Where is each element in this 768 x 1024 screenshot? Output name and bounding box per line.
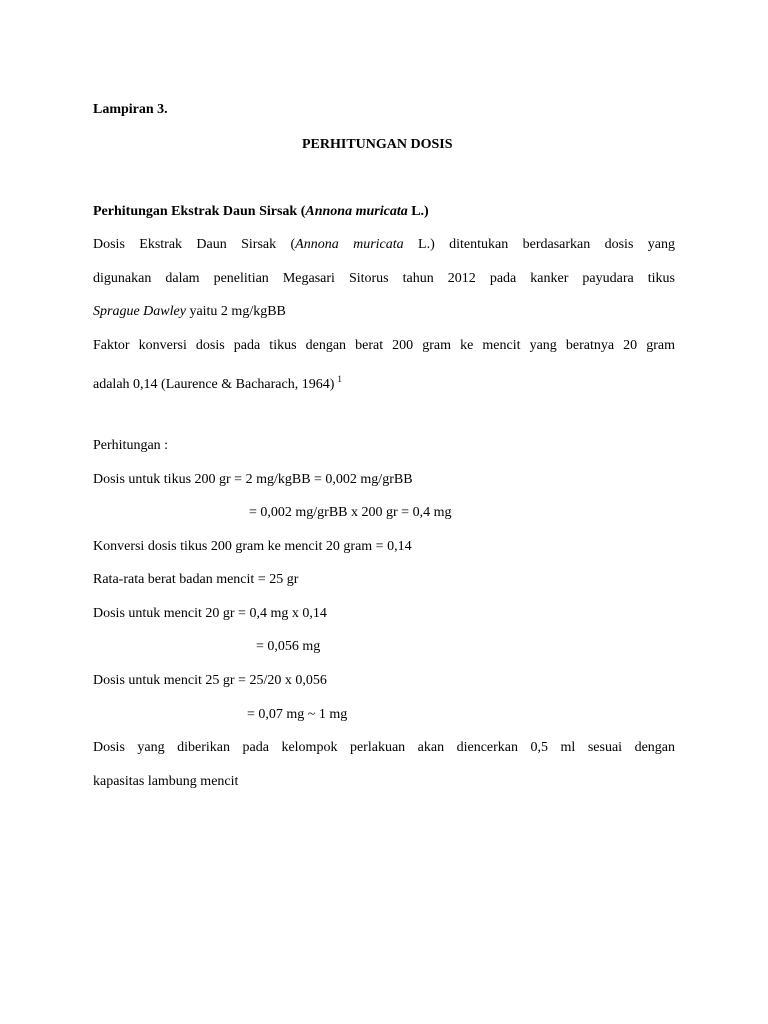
paragraph-dose-line-3 [93,304,286,320]
paragraph-conversion-line-2 [93,371,342,393]
calculation-row: Dosis untuk mencit 20 gr = 0,4 mg x 0,14 [93,606,327,621]
paragraph-dose-line-2: digunakan dalam penelitian Megasari Sitorus tahun 2012 pada kanker payudara tikus [93,271,675,286]
footnote-reference: 1 [337,374,342,384]
page-title: PERHITUNGAN DOSIS [302,137,453,152]
species-name: Annona muricata [295,237,404,252]
calculation-row: Dosis untuk tikus 200 gr = 2 mg/kgBB = 0,002 mg/grBB [93,472,413,487]
text-run: adalah 0,14 (Laurence & Bacharach, 1964) [93,377,335,392]
calculation-row: = 0,002 mg/grBB x 200 gr = 0,4 mg [249,505,452,520]
calculation-row: Konversi dosis tikus 200 gram ke mencit 20 gram = 0,14 [93,539,412,554]
paragraph-conversion-line-1: Faktor konversi dosis pada tikus dengan berat 200 gram ke mencit yang beratnya 20 gram [93,338,675,353]
text-run: L.) ditentukan berdasarkan dosis yang [403,237,675,252]
text-run: Dosis Ekstrak Daun Sirsak ( [93,237,296,252]
calculation-row: = 0,07 mg ~ 1 mg [247,707,348,722]
section-heading [93,204,429,220]
calculation-row: = 0,056 mg [256,639,321,654]
paragraph-dose-line-1 [93,237,675,253]
rat-strain-name: Sprague Dawley [93,304,186,319]
section-heading-suffix: L.) [407,204,429,219]
section-heading-prefix: Perhitungan Ekstrak Daun Sirsak ( [93,204,306,219]
appendix-label: Lampiran 3. [93,102,168,117]
calculation-row: Dosis untuk mencit 25 gr = 25/20 x 0,056 [93,673,327,688]
text-run: yaitu 2 mg/kgBB [185,304,286,319]
calculation-label: Perhitungan : [93,438,169,453]
calculation-row: Rata-rata berat badan mencit = 25 gr [93,572,299,587]
closing-line-1: Dosis yang diberikan pada kelompok perlakuan akan diencerkan 0,5 ml sesuai dengan [93,740,675,755]
section-heading-species: Annona muricata [305,204,408,219]
closing-line-2: kapasitas lambung mencit [93,774,239,789]
